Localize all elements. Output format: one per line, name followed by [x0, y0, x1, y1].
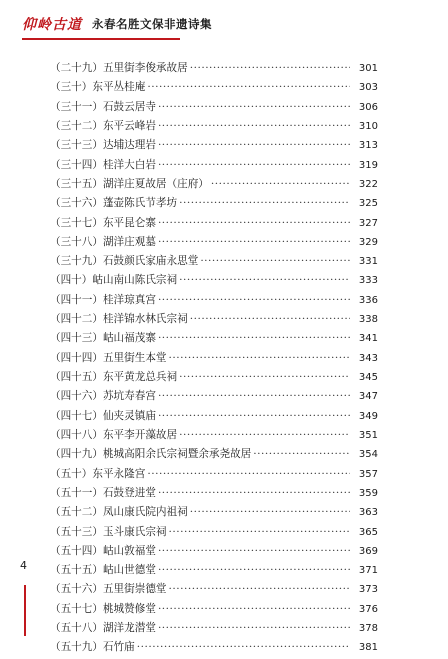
- toc-entry-title: （四十九）桃城高阳余氏宗祠暨余承尧故居: [50, 448, 252, 461]
- dot-leader: [158, 545, 350, 557]
- toc-entry-page: 343: [358, 352, 378, 364]
- toc-entry-page: 325: [358, 198, 378, 210]
- toc-entry[interactable]: [50, 350, 378, 369]
- toc-entry[interactable]: [50, 157, 378, 176]
- toc-entry-title: （四十八）东平李开藻故居: [50, 428, 178, 441]
- toc-entry[interactable]: [50, 601, 378, 620]
- toc-entry-page: 301: [358, 63, 378, 74]
- dot-leader: [190, 313, 350, 325]
- toc-entry-page: 341: [358, 333, 378, 345]
- toc-entry-page: 359: [358, 487, 378, 499]
- toc-entry-title: （三十九）石鼓颜氏家庙永思堂: [50, 255, 199, 268]
- toc-entry[interactable]: [50, 272, 378, 291]
- dot-leader: [158, 390, 350, 402]
- toc-entry[interactable]: [50, 311, 378, 330]
- toc-entry-page: 345: [358, 372, 378, 383]
- toc-entry-page: 354: [358, 449, 378, 461]
- dot-leader: [211, 178, 350, 190]
- toc-entry-title: （四十一）桂洋琼真宫: [50, 293, 156, 306]
- toc-entry-title: （三十）东平丛桂庵: [50, 81, 146, 94]
- toc-entry[interactable]: [50, 176, 378, 195]
- toc-entry[interactable]: [50, 427, 378, 446]
- dot-leader: [200, 255, 350, 267]
- dot-leader: [158, 139, 350, 151]
- toc-entry[interactable]: [50, 524, 378, 543]
- toc-entry-page: 333: [358, 275, 378, 287]
- toc-entry[interactable]: [50, 408, 378, 427]
- toc-entry-page: 351: [358, 429, 378, 441]
- toc-entry[interactable]: [50, 137, 378, 156]
- toc-entry-page: 336: [358, 294, 378, 306]
- toc-entry-title: （三十五）湖洋庄夏故居（庄府）: [50, 177, 209, 190]
- toc-entry-title: （三十八）湖洋庄观墓: [50, 235, 156, 248]
- toc-entry-title: （五十六）五里街崇德堂: [50, 583, 167, 596]
- toc-entry-title: （三十三）达埔达理岩: [50, 139, 156, 152]
- toc-entry[interactable]: [50, 215, 378, 234]
- toc-entry-title: （五十一）石鼓登进堂: [50, 486, 156, 499]
- toc-entry[interactable]: [50, 99, 378, 118]
- dot-leader: [158, 159, 350, 171]
- dot-leader: [158, 101, 350, 113]
- dot-leader: [169, 526, 350, 538]
- dot-leader: [190, 506, 350, 518]
- toc-entry[interactable]: [50, 369, 378, 388]
- book-title: 永春名胜文保非遗诗集: [92, 17, 212, 31]
- toc-entry[interactable]: [50, 562, 378, 581]
- toc-entry-page: 357: [358, 468, 378, 480]
- toc-entry-title: （五十四）岵山敦福堂: [50, 544, 156, 557]
- dot-leader: [169, 352, 350, 364]
- dot-leader: [158, 603, 350, 615]
- toc-entry-page: 338: [358, 314, 378, 326]
- toc-entry[interactable]: [50, 504, 378, 523]
- book-logo: 仰岭古道: [22, 17, 82, 33]
- dot-leader: [158, 332, 350, 344]
- toc-entry-page: 303: [358, 82, 378, 94]
- running-header: [22, 14, 212, 34]
- toc-entry[interactable]: [50, 388, 378, 407]
- toc-entry-title: （五十七）桃城赞修堂: [50, 602, 156, 615]
- toc-entry-page: 319: [358, 159, 378, 171]
- toc-entry[interactable]: [50, 253, 378, 272]
- toc-entry-title: （三十二）东平云峰岩: [50, 119, 156, 132]
- dot-leader: [158, 217, 350, 229]
- toc-entry[interactable]: [50, 118, 378, 137]
- table-of-contents: [50, 60, 378, 659]
- toc-entry-title: （四十）岵山南山陈氏宗祠: [50, 274, 178, 287]
- toc-entry-page: 310: [358, 120, 378, 132]
- toc-entry-page: 329: [358, 236, 378, 248]
- toc-entry-page: 322: [358, 178, 378, 190]
- toc-entry[interactable]: [50, 620, 378, 639]
- toc-entry-title: （五十五）岵山世德堂: [50, 564, 156, 577]
- toc-entry[interactable]: [50, 330, 378, 349]
- toc-entry-page: 381: [358, 642, 378, 654]
- toc-entry[interactable]: [50, 79, 378, 98]
- toc-entry-title: （三十七）东平昆仑寨: [50, 216, 156, 229]
- toc-entry-page: 331: [358, 256, 378, 268]
- toc-entry-page: 371: [358, 565, 378, 577]
- toc-entry-title: （五十八）湖洋龙潜堂: [50, 622, 156, 635]
- toc-entry-page: 349: [358, 410, 378, 422]
- toc-entry-title: （五十二）凤山康氏院内祖祠: [50, 506, 188, 519]
- dot-leader: [147, 468, 350, 480]
- toc-entry-page: 378: [358, 623, 378, 635]
- dot-leader: [169, 583, 350, 595]
- toc-entry-title: （四十七）仙夹灵镇庙: [50, 409, 156, 422]
- dot-leader: [158, 236, 350, 248]
- toc-entry-page: 363: [358, 507, 378, 519]
- toc-entry-page: 313: [358, 140, 378, 152]
- toc-entry-title: （四十四）五里街生本堂: [50, 351, 167, 364]
- header-rule: [22, 38, 180, 40]
- dot-leader: [179, 371, 350, 383]
- toc-entry-title: （四十三）岵山福茂寨: [50, 332, 156, 345]
- dot-leader: [158, 487, 350, 499]
- toc-entry-title: （五十三）玉斗康氏宗祠: [50, 525, 167, 538]
- toc-entry-title: （四十五）东平黄龙总兵祠: [50, 371, 178, 383]
- toc-entry-page: 365: [358, 526, 378, 538]
- toc-entry[interactable]: [50, 60, 378, 79]
- dot-leader: [190, 62, 350, 74]
- toc-entry[interactable]: [50, 195, 378, 214]
- toc-entry[interactable]: [50, 446, 378, 465]
- dot-leader: [179, 429, 350, 441]
- toc-entry-title: （五十九）石竹庙: [50, 641, 135, 654]
- toc-entry-page: 369: [358, 545, 378, 557]
- toc-entry-title: （三十一）石鼓云居寺: [50, 100, 156, 113]
- toc-entry-page: 373: [358, 584, 378, 596]
- dot-leader: [158, 294, 350, 306]
- dot-leader: [253, 448, 350, 460]
- toc-entry-title: （四十二）桂洋锦水林氏宗祠: [50, 313, 188, 326]
- toc-entry-page: 306: [358, 101, 378, 113]
- toc-entry-title: （二十九）五里街李俊承故居: [50, 62, 188, 74]
- dot-leader: [179, 197, 350, 209]
- page-number: 4: [20, 559, 27, 572]
- toc-entry-page: 376: [358, 603, 378, 615]
- toc-entry-title: （五十）东平永隆宫: [50, 467, 146, 480]
- dot-leader: [147, 81, 350, 93]
- dot-leader: [179, 274, 350, 286]
- toc-entry-title: （三十四）桂洋大白岩: [50, 158, 156, 171]
- toc-entry-title: （三十六）蓬壶陈氏节孝坊: [50, 197, 178, 210]
- toc-entry[interactable]: [50, 485, 378, 504]
- dot-leader: [137, 641, 350, 653]
- toc-entry[interactable]: [50, 234, 378, 253]
- dot-leader: [158, 120, 350, 132]
- dot-leader: [158, 410, 350, 422]
- side-rule: [24, 585, 26, 636]
- toc-entry[interactable]: [50, 466, 378, 485]
- toc-entry[interactable]: [50, 639, 378, 658]
- toc-entry[interactable]: [50, 581, 378, 600]
- toc-entry-page: 327: [358, 217, 378, 229]
- toc-entry[interactable]: [50, 292, 378, 311]
- dot-leader: [158, 564, 350, 576]
- toc-entry-title: （四十六）苏坑寿春宫: [50, 390, 156, 403]
- toc-entry[interactable]: [50, 543, 378, 562]
- toc-entry-page: 347: [358, 391, 378, 403]
- dot-leader: [158, 622, 350, 634]
